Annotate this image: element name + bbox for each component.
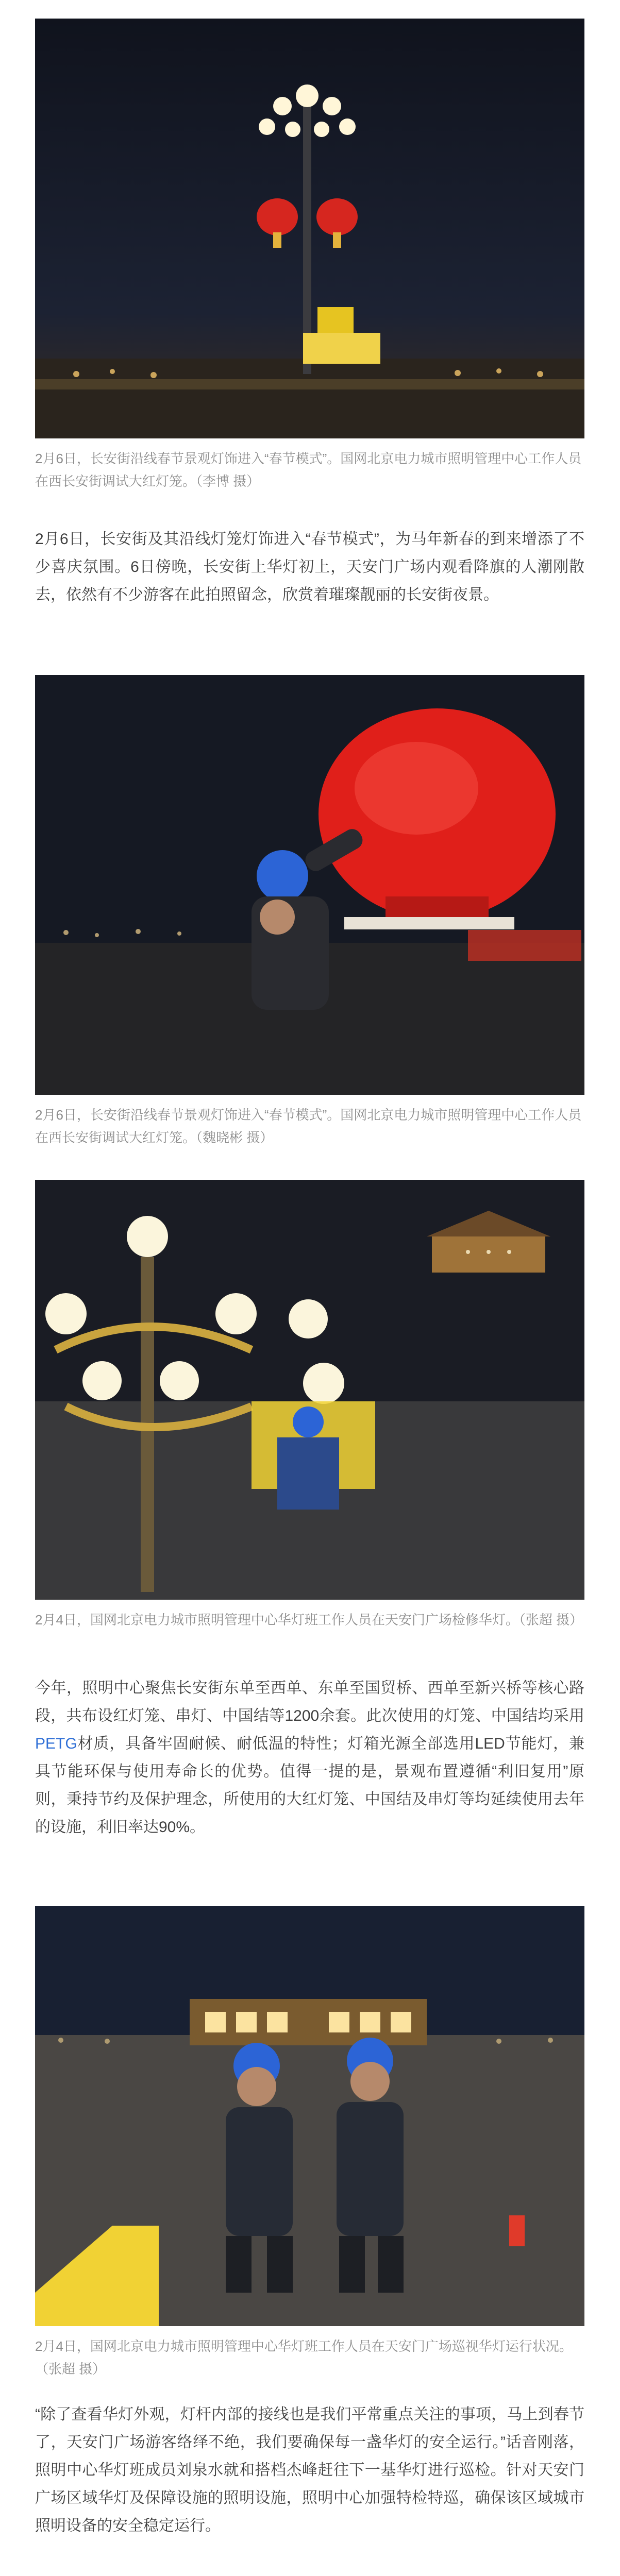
photo-worker-red-lantern <box>35 675 584 1095</box>
photo-palace-lantern-square <box>35 1180 584 1600</box>
paragraph-2-text-after: 材质，具备牢固耐候、耐低温的特性；灯箱光源全部选用LED节能灯，兼具节能环保与使用寿命长的优势。值得一提的是，景观布置遵循“利旧复用”原则，秉持节约及保护理念，所使用的大红灯笼、中国结及串灯等均延续使用去年的设施，利旧率达90%。 <box>35 1735 584 1836</box>
photo-caption: 2月4日，国网北京电力城市照明管理中心华灯班工作人员在天安门广场检修华灯。（张超 摄） <box>35 1612 583 1628</box>
paragraph-2-text-before: 今年，照明中心聚焦长安街东单至西单、东单至国贸桥、西单至新兴桥等核心路段，共布设红灯笼、串灯、中国结等1200余套。此次使用的灯笼、中国结均采用 <box>35 1680 584 1724</box>
paragraph-1: 2月6日，长安街及其沿线灯笼灯饰进入“春节模式”，为马年新春的到来增添了不少喜庆氛围。6日傍晚，长安街上华灯初上，天安门广场内观看降旗的人潮刚散去，依然有不少游客在此拍照留念，欣赏着璀璨靓丽的长安街夜景。 <box>35 531 584 603</box>
paragraph-2 <box>35 1674 584 1841</box>
photo-caption: 2月4日，国网北京电力城市照明管理中心华灯班工作人员在天安门广场巡视华灯运行状况。（张超 摄） <box>35 2338 573 2377</box>
photo-caption: 2月6日，长安街沿线春节景观灯饰进入“春节模式”。国网北京电力城市照明管理中心工作人员在西长安街调试大红灯笼。（魏晓彬 摄） <box>35 1107 582 1145</box>
petg-keyword: PETG <box>35 1735 77 1752</box>
photo-street-lamp-lanterns <box>35 19 584 438</box>
photo-caption: 2月6日，长安街沿线春节景观灯饰进入“春节模式”。国网北京电力城市照明管理中心工作人员在西长安街调试大红灯笼。（李博 摄） <box>35 451 582 489</box>
paragraph-3: “除了查看华灯外观，灯杆内部的接线也是我们平常重点关注的事项，马上到春节了，天安门广场游客络绎不绝，我们要确保每一盏华灯的安全运行。”话音刚落，照明中心华灯班成员刘泉水就和搭档杰峰赶往下一基华灯进行巡检。针对天安门广场区域华灯及保障设施的照明设施，照明中心加强特检特巡，确保该区域城市照明设备的安全稳定运行。 <box>35 2406 584 2534</box>
photo-two-workers-square <box>35 1906 584 2326</box>
